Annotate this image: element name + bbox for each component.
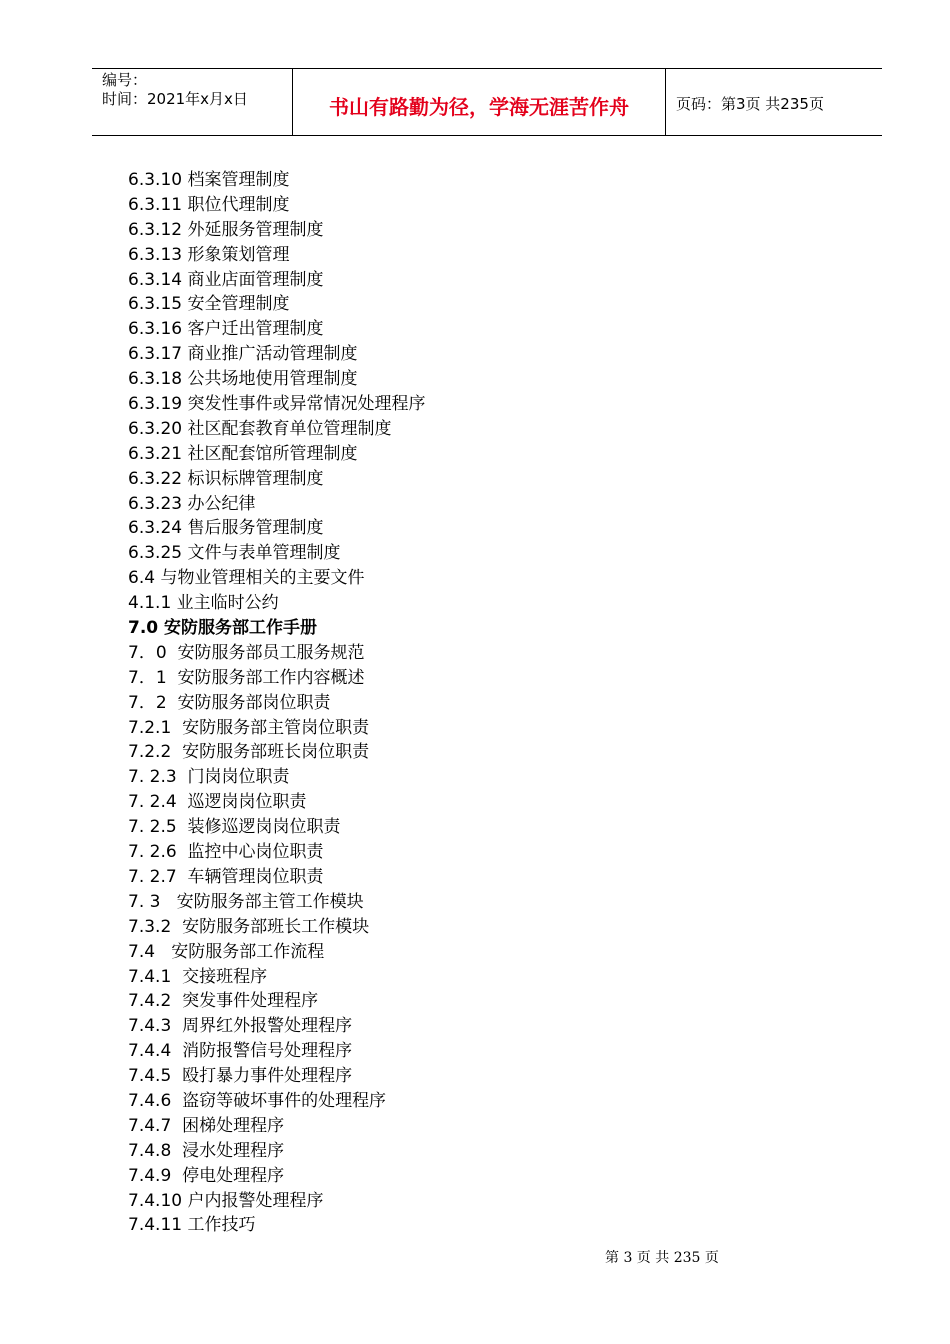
- toc-entry: 6.3.21 社区配套馆所管理制度: [128, 443, 358, 464]
- toc-entry: 7.4.6 盗窃等破坏事件的处理程序: [128, 1090, 387, 1111]
- toc-entry: 7.0 安防服务部工作手册: [128, 618, 318, 639]
- header-page-info: 页码：第3页 共235页: [676, 95, 824, 113]
- header-meta-cell: [92, 69, 293, 135]
- toc-entry: 6.3.17 商业推广活动管理制度: [128, 344, 358, 365]
- toc-entry: 4.1.1 业主临时公约: [128, 593, 279, 614]
- toc-entry: 7. 2.5 装修巡逻岗岗位职责: [128, 817, 341, 838]
- toc-entry: 6.3.18 公共场地使用管理制度: [128, 369, 358, 390]
- serial-label: 编号：: [102, 71, 148, 89]
- toc-entry: 6.3.16 客户迁出管理制度: [128, 319, 324, 340]
- page-header: [92, 68, 882, 136]
- toc-entry: 7.4 安防服务部工作流程: [128, 941, 325, 962]
- toc-entry: 7. 2.4 巡逻岗岗位职责: [128, 792, 307, 813]
- toc-entry: 6.3.14 商业店面管理制度: [128, 269, 324, 290]
- toc-entry: 6.3.25 文件与表单管理制度: [128, 543, 341, 564]
- toc-entry: 6.3.11 职位代理制度: [128, 194, 290, 215]
- toc-entry: 7. 2.7 车辆管理岗位职责: [128, 866, 324, 887]
- toc-entry: 7.2.2 安防服务部班长岗位职责: [128, 742, 370, 763]
- date-label: 时间：2021年x月x日: [102, 90, 248, 108]
- toc-entry: 7.4.8 浸水处理程序: [128, 1140, 285, 1161]
- toc-entry: 7. 2.6 监控中心岗位职责: [128, 842, 324, 863]
- header-page-cell: [666, 69, 882, 135]
- toc-entry: 6.3.12 外延服务管理制度: [128, 219, 324, 240]
- toc-entry: 7.2.1 安防服务部主管岗位职责: [128, 717, 370, 738]
- toc-entry: 6.3.13 形象策划管理: [128, 244, 290, 265]
- toc-entry: 6.3.22 标识标牌管理制度: [128, 468, 324, 489]
- toc-entry: 6.3.20 社区配套教育单位管理制度: [128, 418, 392, 439]
- toc-entry: 7.3.2 安防服务部班长工作模块: [128, 916, 370, 937]
- toc-entry: 7.4.1 交接班程序: [128, 966, 268, 987]
- toc-entry: 7.4.11 工作技巧: [128, 1215, 256, 1236]
- toc-entry: 7.4.2 突发事件处理程序: [128, 991, 319, 1012]
- toc-entry: 6.4 与物业管理相关的主要文件: [128, 568, 365, 589]
- toc-entry: 6.3.10 档案管理制度: [128, 170, 290, 190]
- toc-entry: 7.4.3 周界红外报警处理程序: [128, 1016, 353, 1037]
- toc-entry: 6.3.15 安全管理制度: [128, 294, 290, 315]
- toc-entry: 6.3.23 办公纪律: [128, 493, 256, 514]
- toc-entry: 7．1 安防服务部工作内容概述: [128, 667, 365, 688]
- toc-entry: 7.4.4 消防报警信号处理程序: [128, 1041, 353, 1062]
- page-footer: 第 3 页 共 235 页: [605, 1250, 719, 1266]
- toc-entry: 6.3.19 突发性事件或异常情况处理程序: [128, 394, 426, 415]
- toc-entry: 7．2 安防服务部岗位职责: [128, 692, 331, 713]
- toc-entry: 7.4.9 停电处理程序: [128, 1165, 285, 1186]
- header-motto-cell: [293, 69, 666, 135]
- toc-entry: 7.4.7 困梯处理程序: [128, 1115, 285, 1136]
- toc-entry: 7.4.10 户内报警处理程序: [128, 1190, 324, 1211]
- toc-entry: 7. 3 安防服务部主管工作模块: [128, 891, 364, 912]
- table-of-contents: [128, 168, 828, 1238]
- toc-entry: 6.3.24 售后服务管理制度: [128, 518, 324, 539]
- motto-text: 书山有路勤为径，学海无涯苦作舟: [329, 95, 629, 119]
- toc-entry: 7．0 安防服务部员工服务规范: [128, 642, 365, 663]
- toc-entry: 7. 2.3 门岗岗位职责: [128, 767, 290, 788]
- toc-entry: 7.4.5 殴打暴力事件处理程序: [128, 1066, 353, 1087]
